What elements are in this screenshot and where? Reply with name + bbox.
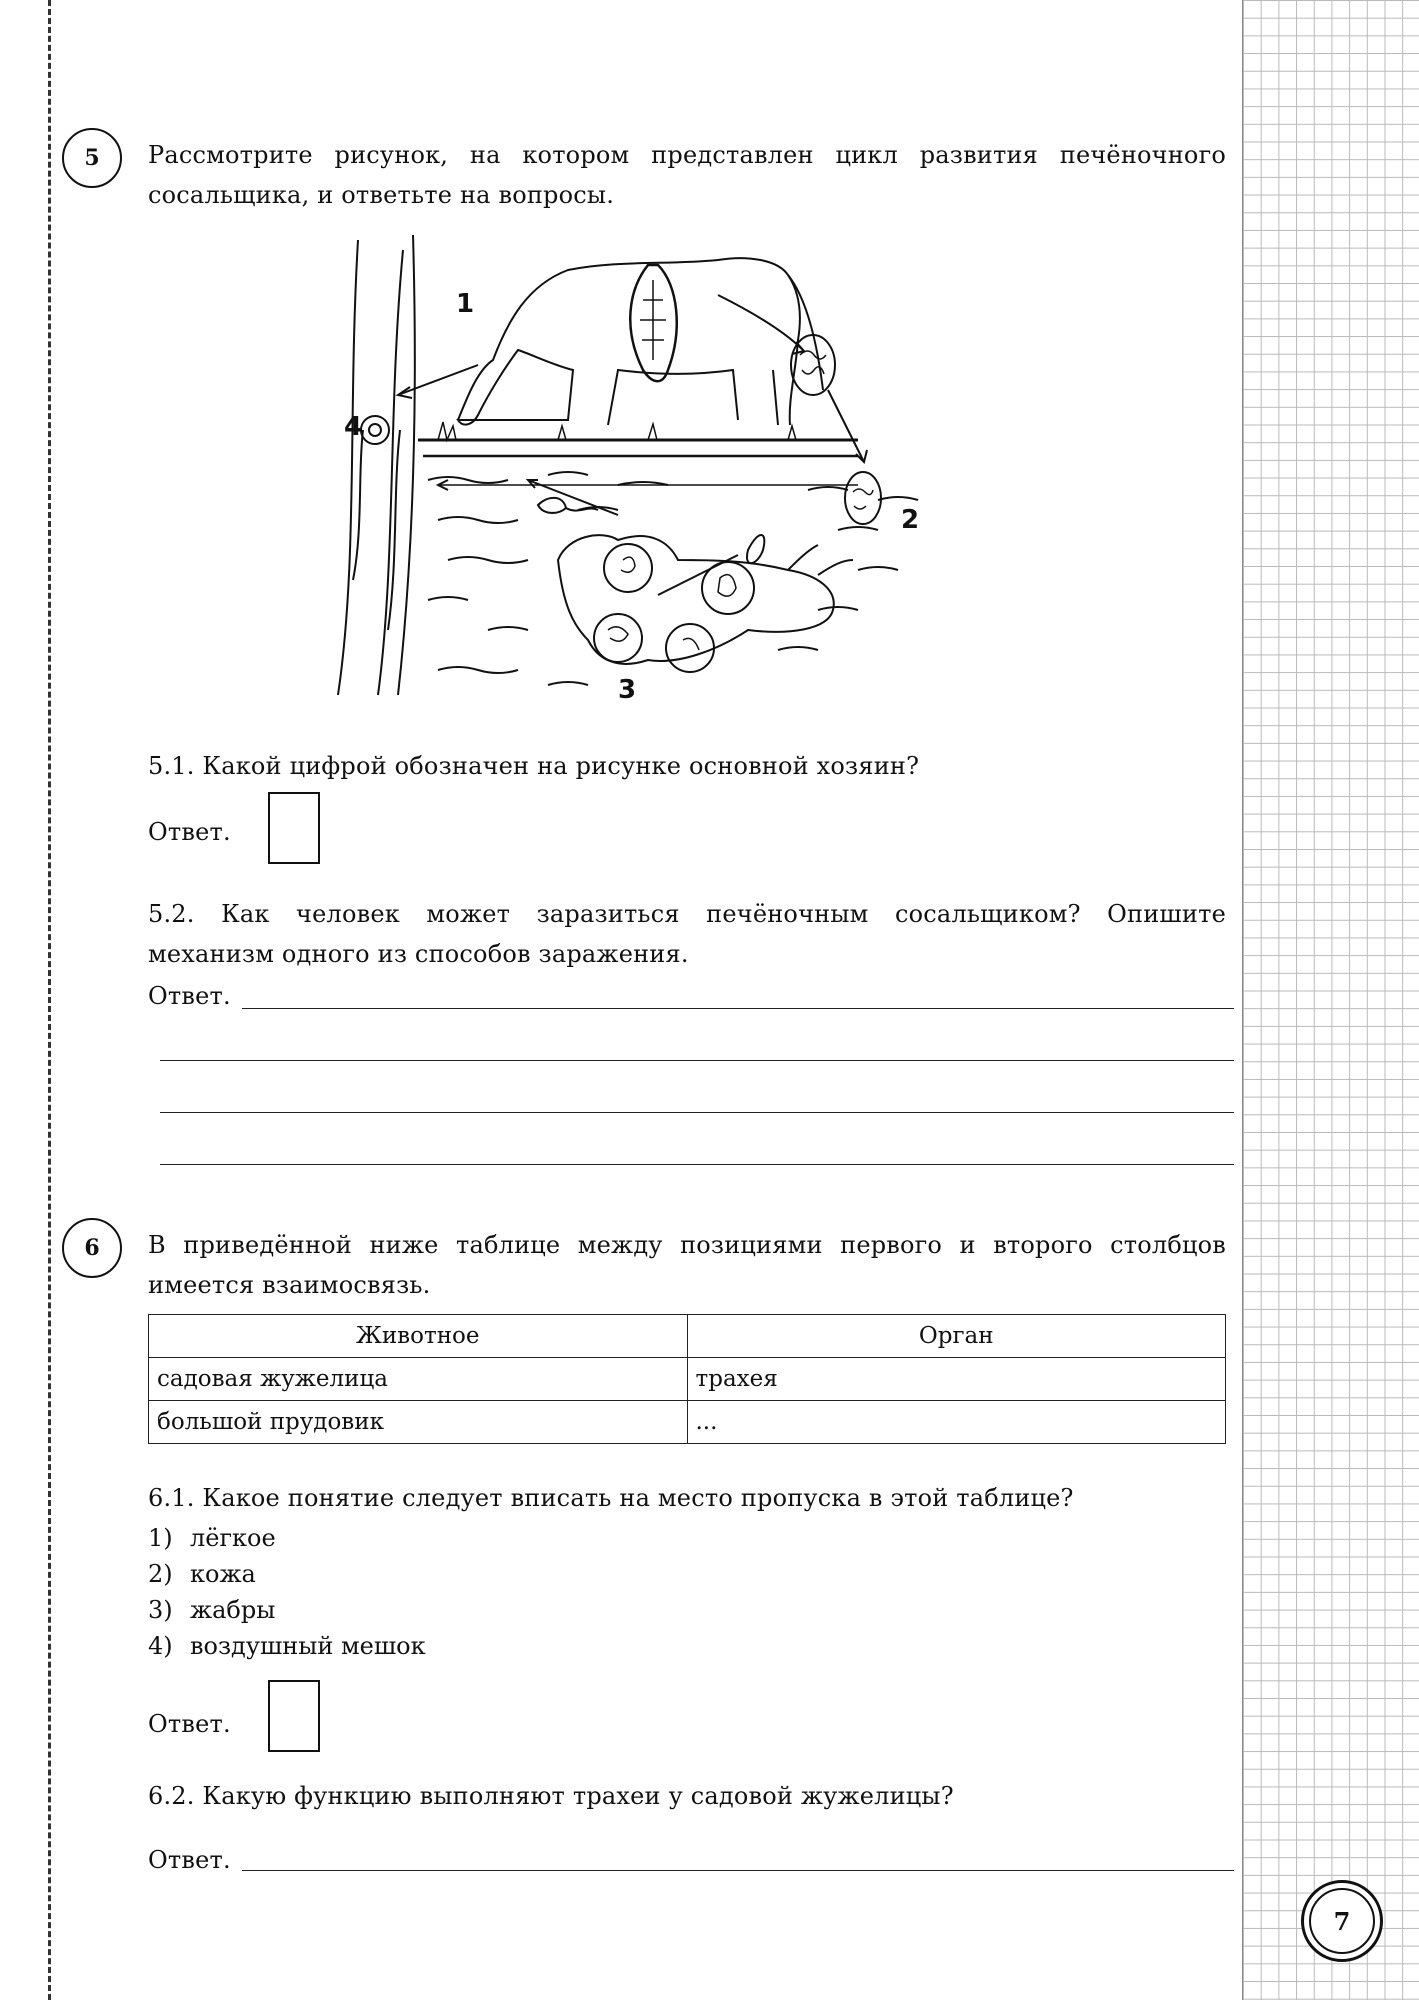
table-cell-blank: ...: [687, 1401, 1226, 1444]
option-text: жабры: [190, 1596, 276, 1624]
answer-grid-margin: [1242, 0, 1419, 2000]
option-number: 1): [148, 1524, 173, 1552]
question-6-2: 6.2. Какую функцию выполняют трахеи у садовой жужелицы?: [148, 1782, 954, 1810]
option-4: [148, 1628, 426, 1664]
answer-options: [148, 1520, 426, 1664]
table-header-row: [149, 1315, 1226, 1358]
answer-5-1-label: Ответ.: [148, 818, 231, 846]
answer-6-2-line[interactable]: [242, 1870, 1234, 1871]
stage-circle-2: [702, 562, 754, 614]
table-cell: трахея: [687, 1358, 1226, 1401]
table-cell: большой прудовик: [149, 1401, 688, 1444]
stage-circle-4: [666, 624, 714, 672]
cut-line: [48, 0, 51, 2000]
page-number: 7: [1309, 1888, 1375, 1954]
question-6-1: 6.1. Какое понятие следует вписать на место пропуска в этой таблице?: [148, 1484, 1074, 1512]
answer-5-2-line-4[interactable]: [160, 1164, 1234, 1165]
option-1: [148, 1520, 426, 1556]
table-row: [149, 1358, 1226, 1401]
option-text: воздушный мешок: [190, 1632, 426, 1660]
answer-5-2-line-1[interactable]: [242, 1008, 1234, 1009]
answer-6-2-label: Ответ.: [148, 1846, 231, 1874]
cercaria: [538, 498, 598, 513]
answer-6-1-label: Ответ.: [148, 1710, 231, 1738]
task-5-intro: Рассмотрите рисунок, на котором представлен цикл развития печёночного сосальщика, и ответьте на вопросы.: [148, 141, 1226, 209]
arrow-cow-to-egg: [718, 295, 803, 350]
table-header-animal: Животное: [149, 1315, 688, 1358]
question-5-1: 5.1. Какой цифрой обозначен на рисунке основной хозяин?: [148, 752, 920, 780]
answer-6-1-box[interactable]: [268, 1680, 320, 1752]
arrow-to-grass: [398, 365, 478, 395]
miracidium: [747, 535, 764, 563]
egg-1: [791, 335, 835, 395]
answer-5-1-box[interactable]: [268, 792, 320, 864]
adolescaria: [361, 416, 389, 444]
question-5-2: 5.2. Как человек может заразиться печёночным сосальщиком? Опишите механизм одного из способов заражения.: [148, 900, 1226, 968]
reed-stem: [338, 240, 358, 695]
relation-table: [148, 1314, 1226, 1444]
answer-5-2-line-3[interactable]: [160, 1112, 1234, 1113]
figure-label-3: 3: [618, 675, 637, 700]
stage-circle-3: [594, 614, 642, 662]
fluke-life-cycle-figure: [318, 230, 968, 700]
table-row: [149, 1401, 1226, 1444]
task-6-intro: В приведённой ниже таблице между позициями первого и второго столбцов имеется взаимосвязь.: [148, 1231, 1226, 1299]
table-cell: садовая жужелица: [149, 1358, 688, 1401]
task-6-number: 6: [62, 1218, 122, 1278]
task-5-number: 5: [62, 128, 122, 188]
option-text: кожа: [190, 1560, 256, 1588]
option-number: 2): [148, 1560, 173, 1588]
table-header-organ: Орган: [687, 1315, 1226, 1358]
figure-label-4: 4: [344, 412, 363, 442]
stage-circle-1: [604, 544, 652, 592]
option-number: 3): [148, 1596, 173, 1624]
figure-label-2: 2: [901, 505, 920, 535]
arrow-egg-to-water: [828, 390, 863, 460]
option-2: [148, 1556, 426, 1592]
cow: [458, 258, 800, 425]
figure-label-1: 1: [456, 289, 475, 319]
option-text: лёгкое: [190, 1524, 276, 1552]
page-number-badge: [1301, 1880, 1383, 1962]
option-number: 4): [148, 1632, 173, 1660]
answer-5-2-label: Ответ.: [148, 982, 231, 1010]
egg-2: [845, 472, 881, 524]
answer-5-2-line-2[interactable]: [160, 1060, 1234, 1061]
option-3: [148, 1592, 426, 1628]
